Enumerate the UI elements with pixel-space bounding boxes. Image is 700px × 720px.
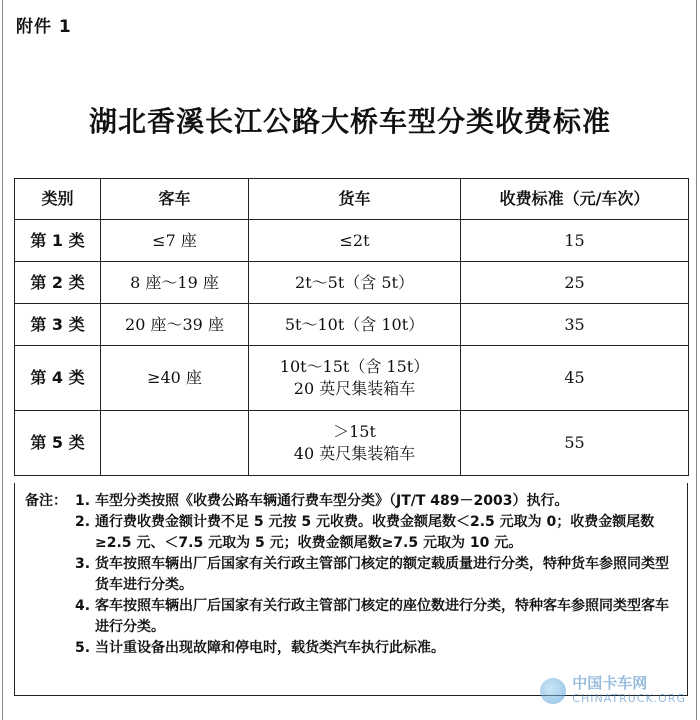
note-text: 通行费收费金额计费不足 5 元按 5 元收费。收费金额尾数＜2.5 元取为 0；收费金额尾数≥2.5 元、＜7.5 元取为 5 元；收费金额尾数≥7.5 元取为 10 元。 (95, 514, 655, 551)
table-row (15, 220, 689, 262)
note-number: 3. (75, 556, 91, 572)
category-cell: 第 2 类 (15, 262, 101, 304)
notes-box (14, 483, 688, 696)
notes-label: 备注： (25, 493, 67, 509)
category-cell: 第 5 类 (15, 411, 101, 476)
note-item (25, 491, 677, 512)
category-cell: 第 3 类 (15, 304, 101, 346)
truck-cell (249, 411, 461, 476)
watermark-name: 中国卡车网 (572, 674, 648, 692)
table-row (15, 304, 689, 346)
fee-table (14, 178, 689, 476)
note-item (25, 554, 677, 596)
truck-cell (249, 220, 461, 262)
bus-cell: ≤7 座 (101, 220, 249, 262)
category-cell: 第 4 类 (15, 346, 101, 411)
note-text: 客车按照车辆出厂后国家有关行政主管部门核定的座位数进行分类，特种客车参照同类型客车进行分类。 (95, 598, 669, 635)
bus-cell: ≥40 座 (101, 346, 249, 411)
fee-cell: 35 (461, 304, 689, 346)
truck-cell-line: ≤2t (339, 230, 370, 250)
note-text: 车型分类按照《收费公路车辆通行费车型分类》（JT/T 489－2003）执行。 (95, 493, 569, 509)
truck-cell-line: 20 英尺集装箱车 (293, 379, 416, 398)
truck-cell-line: 2t～5t（含 5t） (295, 272, 414, 292)
header-category: 类别 (15, 179, 101, 220)
note-number: 2. (75, 514, 91, 530)
bus-cell: 8 座～19 座 (101, 262, 249, 304)
bus-cell (101, 411, 249, 476)
table-row (15, 411, 689, 476)
truck-cell-line: 10t～15t（含 15t） (279, 357, 430, 376)
watermark-site: CHINATRUCK.ORG (572, 692, 686, 705)
truck-cell (249, 346, 461, 411)
note-text: 货车按照车辆出厂后国家有关行政主管部门核定的额定载质量进行分类，特种货车参照同类型货车进行分类。 (95, 556, 669, 593)
note-number: 5. (75, 640, 91, 656)
page-title: 湖北香溪长江公路大桥车型分类收费标准 (88, 105, 611, 138)
fee-cell: 15 (461, 220, 689, 262)
table-row (15, 346, 689, 411)
note-number: 4. (75, 598, 91, 614)
table-header-row (15, 179, 689, 220)
table-row (15, 262, 689, 304)
fee-cell: 25 (461, 262, 689, 304)
chinatruck-logo-icon (540, 678, 566, 704)
header-fee: 收费标准（元/车次） (461, 179, 689, 220)
bus-cell: 20 座～39 座 (101, 304, 249, 346)
truck-cell (249, 262, 461, 304)
note-item (25, 638, 677, 659)
fee-cell: 55 (461, 411, 689, 476)
truck-cell-line: 5t～10t（含 10t） (284, 314, 425, 334)
attachment-label: 附件 1 (16, 17, 72, 37)
note-item (25, 512, 677, 554)
category-cell: 第 1 类 (15, 220, 101, 262)
truck-cell-line: ＞15t (333, 422, 376, 441)
header-bus: 客车 (101, 179, 249, 220)
truck-cell-line: 40 英尺集装箱车 (293, 444, 416, 463)
fee-cell: 45 (461, 346, 689, 411)
truck-cell (249, 304, 461, 346)
header-truck: 货车 (249, 179, 461, 220)
note-number: 1. (75, 493, 91, 509)
watermark (540, 676, 686, 706)
note-item (25, 596, 677, 638)
note-text: 当计重设备出现故障和停电时，载货类汽车执行此标准。 (95, 640, 445, 656)
